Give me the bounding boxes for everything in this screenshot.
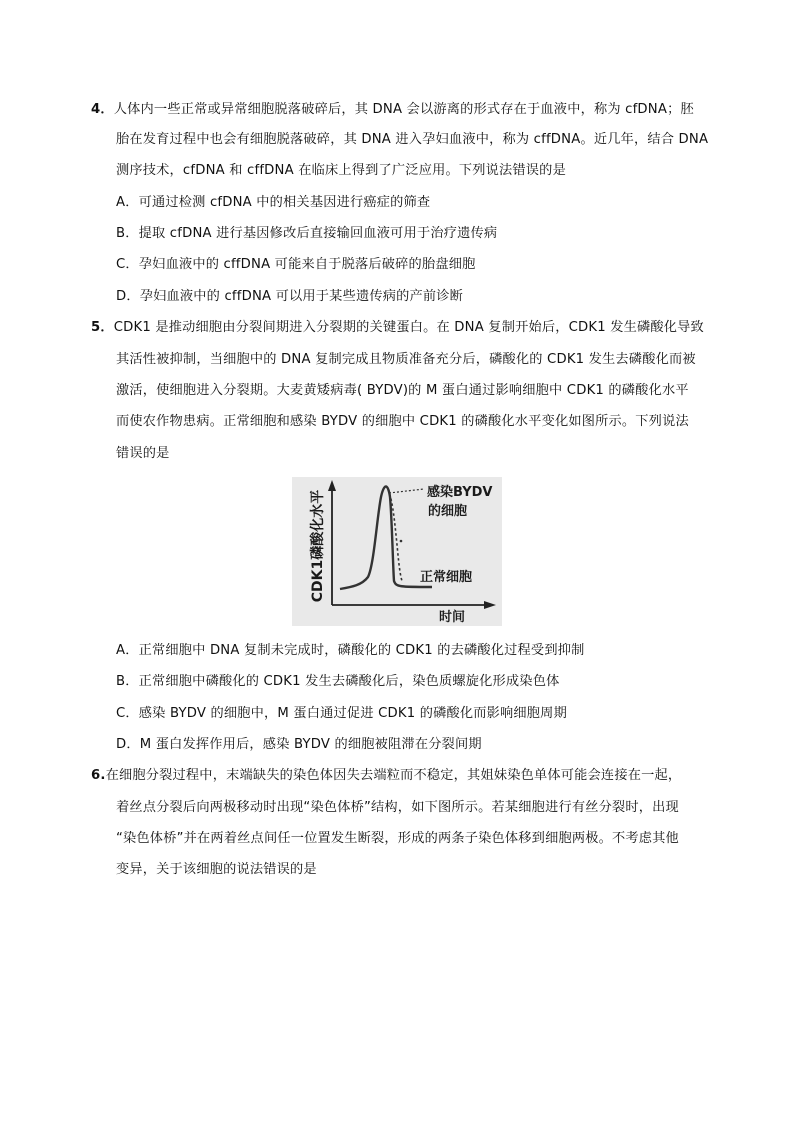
- label-infected-1: 感染BYDV: [427, 485, 493, 500]
- q4-stem-text-1: 人体内一些正常或异常细胞脱落破碎后，其 DNA 会以游离的形式存在于血液中，称为 cfDNA；胚: [113, 102, 694, 117]
- q5-number: 5．: [91, 320, 114, 335]
- q4-option-a: A．可通过检测 cfDNA 中的相关基因进行癌症的筛查: [116, 195, 431, 210]
- q4-stem-line-2: 胎在发育过程中也会有细胞脱落破碎，其 DNA 进入孕妇血液中，称为 cffDNA。近几年，结合 DNA: [116, 132, 709, 147]
- q5-stem-line-2: 其活性被抑制，当细胞中的 DNA 复制完成且物质准备充分后，磷酸化的 CDK1 发生去磷酸化而被: [116, 352, 696, 367]
- q5-stem-line-4: 而使农作物患病。正常细胞和感染 BYDV 的细胞中 CDK1 的磷酸化水平变化如图所示。下列说法: [116, 414, 689, 429]
- q5-stem-line-1: [91, 318, 704, 338]
- q4-stem-line-1: [91, 100, 694, 120]
- q6-stem-text-1: 在细胞分裂过程中，末端缺失的染色体因失去端粒而不稳定，其姐妹染色单体可能会连接在一起，: [105, 768, 682, 783]
- q5-stem-line-5: 错误的是: [116, 446, 170, 461]
- cdk1-chart: [292, 477, 502, 626]
- q5-option-a: A．正常细胞中 DNA 复制未完成时，磷酸化的 CDK1 的去磷酸化过程受到抑制: [116, 643, 585, 658]
- q5-option-d: D．M 蛋白发挥作用后，感染 BYDV 的细胞被阻滞在分裂间期: [116, 737, 482, 752]
- cdk1-chart-svg: [292, 477, 502, 626]
- y-axis-arrow: [328, 480, 336, 491]
- q5-stem-line-3: 激活，使细胞进入分裂期。大麦黄矮病毒( BYDV)的 M 蛋白通过影响细胞中 CDK1 的磷酸化水平: [116, 383, 689, 398]
- label-normal: 正常细胞: [420, 570, 473, 585]
- q4-stem-line-3: 测序技术，cfDNA 和 cffDNA 在临床上得到了广泛应用。下列说法错误的是: [116, 163, 566, 178]
- q6-number: 6.: [91, 768, 106, 783]
- series-infected-pointer: [389, 489, 424, 493]
- q6-stem-line-4: 变异，关于该细胞的说法错误的是: [116, 862, 317, 877]
- q6-stem-line-3: “染色体桥”并在两着丝点间任一位置发生断裂，形成的两条子染色体移到细胞两极。不考虑其他: [116, 831, 679, 846]
- q6-stem-line-1: [91, 766, 681, 786]
- q6-stem-line-2: 着丝点分裂后向两极移动时出现“染色体桥”结构，如下图所示。若某细胞进行有丝分裂时，出现: [116, 800, 679, 815]
- q4-option-b: B．提取 cfDNA 进行基因修改后直接输回血液可用于治疗遗传病: [116, 226, 498, 241]
- q4-number: 4．: [91, 102, 114, 117]
- q5-option-c: C．感染 BYDV 的细胞中，M 蛋白通过促进 CDK1 的磷酸化而影响细胞周期: [116, 706, 567, 721]
- q5-option-b: B．正常细胞中磷酸化的 CDK1 发生去磷酸化后，染色质螺旋化形成染色体: [116, 674, 560, 689]
- chart-dot: [400, 540, 403, 543]
- x-axis-label: 时间: [438, 610, 466, 625]
- q4-option-d: D．孕妇血液中的 cffDNA 可以用于某些遗传病的产前诊断: [116, 289, 464, 304]
- label-infected-2: 的细胞: [428, 504, 468, 519]
- y-axis-label: CDK1磷酸化水平: [310, 489, 326, 603]
- q5-stem-text-1: CDK1 是推动细胞由分裂间期进入分裂期的关键蛋白。在 DNA 复制开始后，CDK1 发生磷酸化导致: [113, 320, 704, 335]
- x-axis-arrow: [484, 601, 496, 609]
- q4-option-c: C．孕妇血液中的 cffDNA 可能来自于脱落后破碎的胎盘细胞: [116, 257, 476, 272]
- series-normal-line: [340, 487, 432, 590]
